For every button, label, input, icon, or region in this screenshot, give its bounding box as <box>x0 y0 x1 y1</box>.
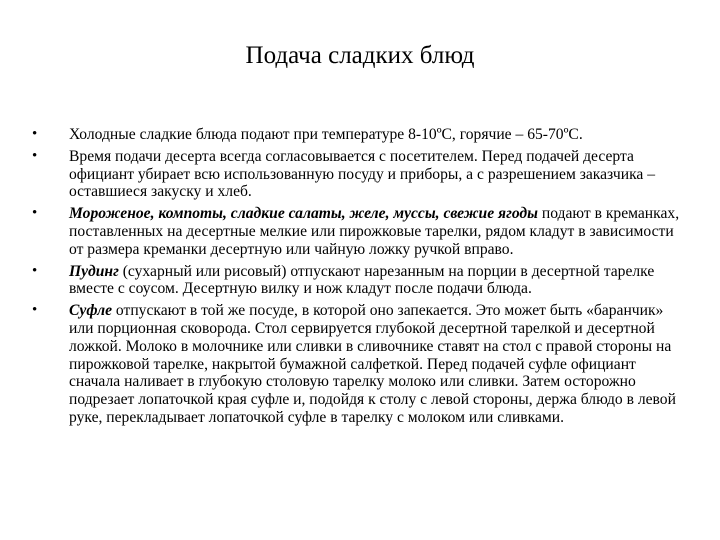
bullet-marker: • <box>32 147 38 164</box>
bullet-item-pudding <box>0 263 683 299</box>
slide-title: Подача сладких блюд <box>245 42 475 69</box>
bullet-item-dessert-timing <box>0 148 683 201</box>
bullet-text: подают в креманках, поставленных на десертные мелкие или пирожковые тарелки, рядом кладут в зависимости от размера креманки десертную или чайную ложку ручкой вправо. <box>69 205 680 258</box>
bullet-text: отпускают в той же посуде, в которой оно запекается. Это может быть «баранчик» или порционная сковорода. Стол сервируется глубокой десертной тарелкой и десертной ложкой. Молоко в молочнике или сливки в сливочнике ставят на стол с правой стороны на пирожковой тарелке, накрытой бумажной салфеткой. Перед подачей суфле официант сначала наливает в глубокую столовую тарелку молоко или сливки. Затем осторожно подрезает лопаточкой края суфле и, подойдя к столу с левой стороны, держа блюдо в левой руке, перекладывает лопаточкой суфле в тарелку с молоком или сливками. <box>69 302 676 426</box>
bullet-text: Холодные сладкие блюда подают при температуре 8-10ºС, горячие – 65-70ºС. <box>69 126 583 143</box>
bullet-item-ice-cream <box>0 205 683 258</box>
bullet-item-souffle <box>0 302 683 427</box>
bullet-list <box>0 126 720 431</box>
bullet-text: (сухарный или рисовый) отпускают нарезанным на порции в десертной тарелке вместе с соусом. Десертную вилку и нож кладут после подачи блюда. <box>69 262 655 298</box>
bullet-marker: • <box>32 302 38 319</box>
bullet-marker: • <box>32 205 38 222</box>
bullet-marker: • <box>32 262 38 279</box>
bullet-marker: • <box>32 126 38 142</box>
bullet-emphasis: Суфле <box>69 302 113 320</box>
bullet-emphasis: Мороженое, компоты, сладкие салаты, желе, муссы, свежие ягоды <box>69 205 538 223</box>
bullet-emphasis: Пудинг <box>69 262 119 280</box>
bullet-text: Время подачи десерта всегда согласовывается с посетителем. Перед подачей десерта официант убирает всю использованную посуду и приборы, а с разрешением заказчика – оставшиеся закуску и хлеб. <box>69 147 656 201</box>
bullet-item-serving-temperature <box>0 126 683 144</box>
